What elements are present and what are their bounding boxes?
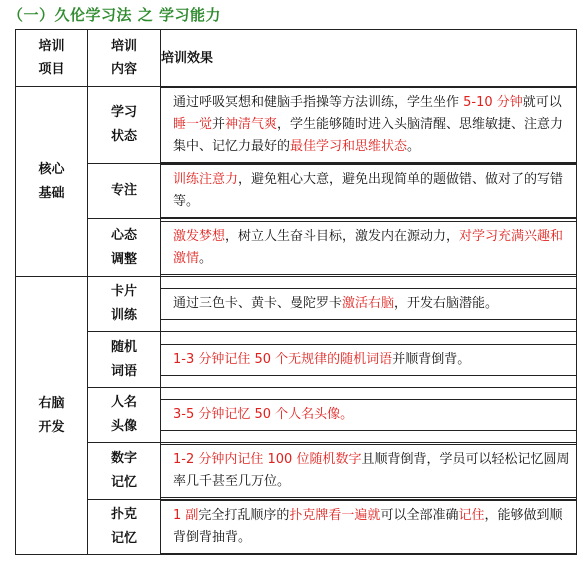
effect-cell xyxy=(161,332,577,388)
body-text: ，学生能够随时进入头脑清醒、思维敏捷、注意力集中、记忆力最好的 xyxy=(173,117,564,154)
effect-text xyxy=(160,344,577,376)
table-row xyxy=(16,87,577,164)
body-text: ，开发右脑潜能。 xyxy=(394,296,499,311)
table-row xyxy=(16,500,577,555)
highlight-text: 激发梦想 xyxy=(173,228,226,244)
highlight-text: 记住 xyxy=(458,508,485,523)
body-text: ，能够做到顺背倒背抽背。 xyxy=(173,508,563,545)
body-text: ，树立人生奋斗目标，激发内在源动力， xyxy=(225,228,460,244)
effect-text xyxy=(160,87,577,163)
effect-text xyxy=(160,221,577,275)
category-cell: 右脑 开发 xyxy=(16,277,88,555)
table-row xyxy=(16,277,577,332)
body-text: 通过呼吸冥想和健脑手指操等方法训练，学生坐作 xyxy=(173,95,464,110)
effect-cell xyxy=(161,87,577,164)
effect-text xyxy=(160,164,577,218)
highlight-text: 1 副 xyxy=(173,508,199,523)
training-table xyxy=(15,29,577,555)
item-cell: 随机 词语 xyxy=(88,332,161,388)
item-cell: 心态 调整 xyxy=(88,219,161,277)
header-project: 培训 项目 xyxy=(16,30,88,87)
section-heading: （一）久伦学习法 之 学习能力 xyxy=(8,6,221,24)
effect-text xyxy=(160,288,577,320)
table-row xyxy=(16,388,577,443)
highlight-text: 1-3 分钟记住 50 个无规律的随机词语 xyxy=(173,351,393,367)
item-cell: 学习 状态 xyxy=(88,87,161,164)
category-cell: 核心 基础 xyxy=(16,87,88,277)
body-text: 可以全部准确 xyxy=(380,508,459,523)
effect-cell xyxy=(161,277,577,332)
body-text: 。 xyxy=(407,139,421,154)
item-cell: 数字 记忆 xyxy=(88,443,161,500)
body-text: 就可以 xyxy=(522,95,562,110)
item-cell: 扑克 记忆 xyxy=(88,500,161,555)
highlight-text: 5-10 分钟 xyxy=(463,95,523,110)
table-row xyxy=(16,219,577,277)
body-text: 并 xyxy=(212,117,226,132)
effect-text xyxy=(160,444,577,498)
header-row xyxy=(16,30,577,87)
item-cell: 人名 头像 xyxy=(88,388,161,443)
item-cell: 卡片 训练 xyxy=(88,277,161,332)
highlight-text: 神清气爽 xyxy=(225,117,278,132)
table-row xyxy=(16,164,577,219)
item-cell: 专注 xyxy=(88,164,161,219)
effect-cell xyxy=(161,443,577,500)
highlight-text: 最佳学习和思维状态 xyxy=(290,139,408,154)
effect-cell xyxy=(161,219,577,277)
body-text: 并顺背倒背。 xyxy=(392,351,471,367)
highlight-text: 3-5 分钟记忆 50 个人名头像。 xyxy=(173,407,354,422)
body-text: ，避免粗心大意，避免出现简单的题做错、做对了的写错等。 xyxy=(173,172,564,209)
highlight-text: 对学习充满兴趣和激情 xyxy=(173,228,564,266)
header-effect: 培训效果 xyxy=(161,30,577,87)
table-row xyxy=(16,443,577,500)
effect-text xyxy=(160,500,577,554)
body-text: 完全打乱顺序的 xyxy=(198,508,290,523)
body-text: 且顺背倒背，学员可以轻松记忆圆周率几千甚至几万位。 xyxy=(173,452,570,489)
highlight-text: 扑克牌看一遍就 xyxy=(289,508,381,523)
highlight-text: 睡一觉 xyxy=(173,117,213,132)
highlight-text: 1-2 分钟内记住 100 位随机数字 xyxy=(173,452,362,467)
body-text: 。 xyxy=(199,250,213,266)
effect-cell xyxy=(161,500,577,555)
highlight-text: 训练注意力 xyxy=(173,172,239,187)
body-text: 通过三色卡、黄卡、曼陀罗卡 xyxy=(173,296,343,311)
header-content: 培训 内容 xyxy=(88,30,161,87)
effect-cell xyxy=(161,164,577,219)
effect-text xyxy=(160,399,577,431)
effect-cell xyxy=(161,388,577,443)
highlight-text: 激活右脑 xyxy=(342,296,395,311)
table-row xyxy=(16,332,577,388)
